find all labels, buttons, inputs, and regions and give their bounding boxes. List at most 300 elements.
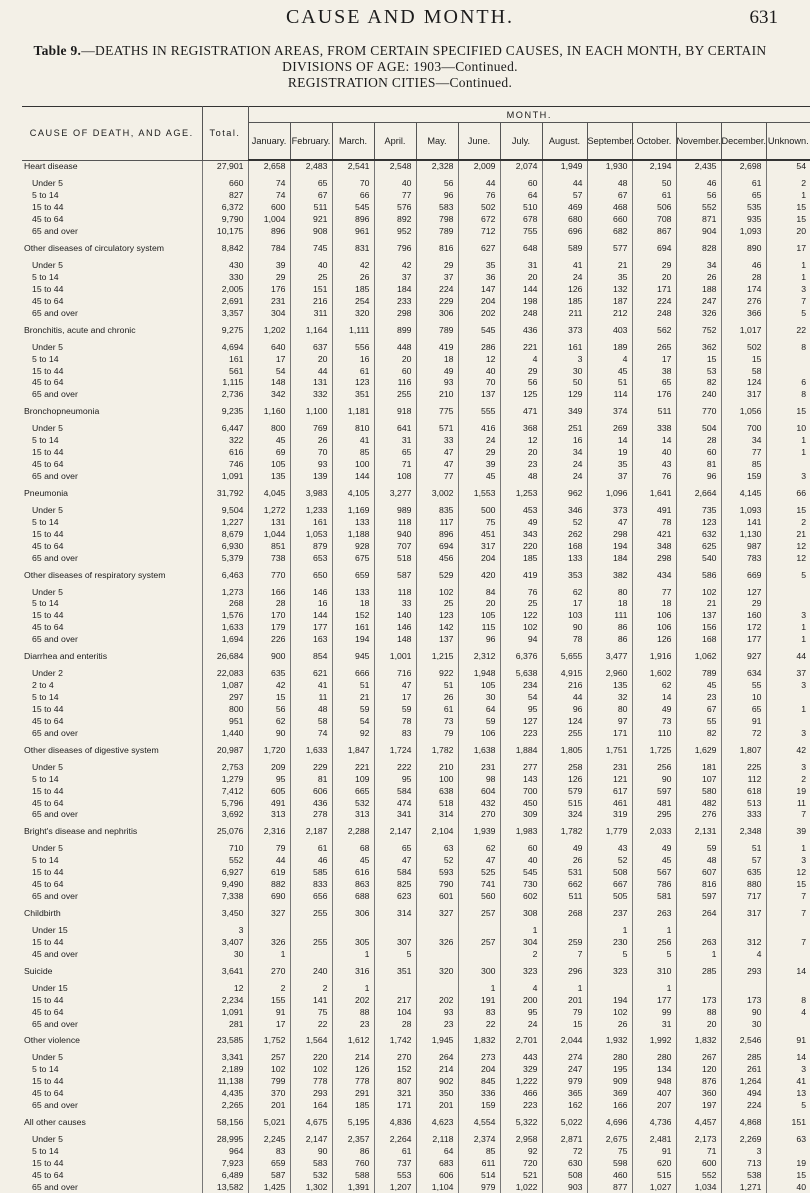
month-cell: [332, 925, 374, 937]
month-cell: 922: [416, 668, 458, 680]
age-row: [22, 1006, 810, 1018]
month-cell: 126: [542, 283, 587, 295]
age-row: [22, 634, 810, 646]
month-cell: 317: [721, 389, 766, 401]
month-cell: 5: [587, 948, 632, 960]
month-cell: 189: [587, 341, 632, 353]
row-label: Under 15: [32, 982, 68, 993]
month-cell: [721, 982, 766, 994]
month-cell: 374: [587, 406, 632, 418]
month-cell: 259: [542, 936, 587, 948]
month-cell: 366: [721, 307, 766, 319]
month-cell: 638: [416, 785, 458, 797]
month-cell: 74: [248, 178, 290, 190]
age-row: [22, 272, 810, 284]
month-cell: 510: [500, 202, 542, 214]
month-cell: 256: [632, 761, 676, 773]
month-cell: 177: [721, 634, 766, 646]
row-label: Under 15: [32, 924, 68, 935]
month-cell: [374, 925, 416, 937]
month-cell: 700: [500, 785, 542, 797]
month-cell: 1,104: [416, 1181, 458, 1193]
total-cell: 964: [202, 1146, 248, 1158]
month-cell: 77: [721, 447, 766, 459]
month-cell: 121: [587, 773, 632, 785]
month-cell: 1: [458, 982, 500, 994]
month-cell: 179: [248, 622, 290, 634]
month-cell: 39: [248, 260, 290, 272]
month-cell: 2: [290, 982, 332, 994]
month-cell: 223: [500, 1100, 542, 1112]
month-cell: 53: [676, 365, 721, 377]
month-cell: 4,868: [721, 1117, 766, 1129]
month-cell: 567: [632, 867, 676, 879]
month-cell: 93: [416, 1006, 458, 1018]
total-cell: 1,440: [202, 727, 248, 739]
month-cell: 659: [248, 1157, 290, 1169]
total-column-header: Total.: [202, 107, 248, 161]
row-label: 65 and over: [32, 226, 78, 237]
month-cell: 506: [632, 202, 676, 214]
month-cell: 79: [416, 727, 458, 739]
month-cell: 133: [542, 552, 587, 564]
month-cell: 15: [766, 1169, 810, 1181]
month-cell: 2,546: [721, 1035, 766, 1047]
month-cell: 342: [248, 389, 290, 401]
month-cell: 346: [542, 504, 587, 516]
month-cell: 82: [676, 377, 721, 389]
month-cell: 92: [500, 1146, 542, 1158]
month-cell: 77: [416, 471, 458, 483]
month-cell: [416, 948, 458, 960]
month-cell: 602: [500, 891, 542, 903]
month-cell: 5,022: [542, 1117, 587, 1129]
month-cell: 518: [374, 552, 416, 564]
month-cell: 348: [632, 540, 676, 552]
month-cell: 56: [248, 704, 290, 716]
month-cell: 102: [587, 1006, 632, 1018]
page-number: 631: [749, 7, 778, 28]
month-cell: 233: [374, 295, 416, 307]
month-cell: 44: [458, 178, 500, 190]
month-cell: 678: [500, 214, 542, 226]
month-cell: 129: [542, 389, 587, 401]
month-cell: 2,481: [632, 1134, 676, 1146]
month-cell: 752: [676, 324, 721, 336]
row-label: Bronchopneumonia: [24, 406, 100, 417]
month-cell: [766, 982, 810, 994]
month-cell: 77: [374, 190, 416, 202]
total-cell: 30: [202, 948, 248, 960]
total-cell: 3,641: [202, 965, 248, 977]
month-cell: 120: [676, 1064, 721, 1076]
month-cell: 15: [766, 406, 810, 418]
cause-row: [22, 1035, 810, 1047]
month-cell: 2,147: [290, 1134, 332, 1146]
cause-row: [22, 965, 810, 977]
month-cell: 882: [248, 879, 290, 891]
month-cell: 40: [500, 855, 542, 867]
age-row: [22, 891, 810, 903]
month-cell: 209: [248, 761, 290, 773]
month-cell: 56: [500, 377, 542, 389]
total-cell: 3: [202, 925, 248, 937]
month-cell: 134: [632, 1064, 676, 1076]
month-cell: 16: [332, 353, 374, 365]
month-cell: 55: [721, 680, 766, 692]
month-cell: 67: [676, 704, 721, 716]
month-cell: 78: [374, 715, 416, 727]
month-cell: 152: [332, 610, 374, 622]
month-cell: 1,302: [290, 1181, 332, 1193]
age-row: [22, 994, 810, 1006]
month-cell: 61: [721, 178, 766, 190]
month-cell: 14: [766, 1052, 810, 1064]
total-cell: 8,842: [202, 243, 248, 255]
month-cell: 23: [332, 1018, 374, 1030]
month-cell: 40: [374, 178, 416, 190]
month-cell: 896: [332, 214, 374, 226]
month-cell: 73: [632, 715, 676, 727]
month-cell: 571: [416, 423, 458, 435]
total-cell: 660: [202, 178, 248, 190]
month-cell: 79: [542, 1006, 587, 1018]
age-row: [22, 1052, 810, 1064]
month-cell: 2,173: [676, 1134, 721, 1146]
month-cell: 3,277: [374, 488, 416, 500]
month-cell: 989: [374, 504, 416, 516]
month-cell: 30: [458, 692, 500, 704]
month-cell: 2,348: [721, 826, 766, 838]
month-cell: 1,832: [676, 1035, 721, 1047]
month-cell: 432: [458, 797, 500, 809]
month-cell: 618: [721, 785, 766, 797]
month-cell: 3: [766, 471, 810, 483]
month-cell: 141: [721, 516, 766, 528]
row-label: 65 and over: [32, 389, 78, 400]
month-cell: 585: [290, 867, 332, 879]
month-cell: 257: [248, 1052, 290, 1064]
month-cell: 28: [721, 272, 766, 284]
row-label: 15 to 44: [32, 785, 64, 796]
month-cell: 1,724: [374, 744, 416, 756]
month-cell: 1,272: [248, 504, 290, 516]
month-cell: 133: [332, 516, 374, 528]
age-row: [22, 867, 810, 879]
month-cell: 1,847: [332, 744, 374, 756]
total-cell: 2,265: [202, 1100, 248, 1112]
month-cell: 2,118: [416, 1134, 458, 1146]
month-cell: 2: [766, 516, 810, 528]
month-cell: 434: [632, 569, 676, 581]
month-cell: 224: [632, 295, 676, 307]
month-cell: 41: [766, 1076, 810, 1088]
month-cell: 217: [374, 994, 416, 1006]
row-label: Pneumonia: [24, 487, 68, 498]
month-cell: 174: [721, 283, 766, 295]
month-cell: 851: [248, 540, 290, 552]
month-cell: 201: [542, 994, 587, 1006]
month-cell: 778: [290, 1076, 332, 1088]
month-header: November.: [676, 123, 721, 161]
month-cell: 99: [632, 1006, 676, 1018]
month-cell: 237: [587, 908, 632, 920]
month-cell: 90: [248, 727, 290, 739]
month-cell: 5,021: [248, 1117, 290, 1129]
month-cell: 351: [332, 389, 374, 401]
month-cell: 3: [542, 353, 587, 365]
month-cell: 102: [676, 586, 721, 598]
month-cell: 1,022: [500, 1181, 542, 1193]
month-cell: 634: [721, 668, 766, 680]
month-cell: 745: [290, 243, 332, 255]
month-cell: 940: [374, 528, 416, 540]
month-cell: 78: [542, 634, 587, 646]
age-row: [22, 435, 810, 447]
month-cell: 659: [332, 569, 374, 581]
month-cell: 1,807: [721, 744, 766, 756]
deaths-table: [22, 106, 810, 1193]
month-cell: 25: [290, 272, 332, 284]
month-cell: 448: [374, 341, 416, 353]
month-cell: 2,374: [458, 1134, 500, 1146]
month-cell: 867: [632, 226, 676, 238]
caption-title: —DEATHS IN REGISTRATION AREAS, FROM CERTAIN SPECIFIED CAUSES, IN EACH MONTH, BY CERTAIN: [81, 43, 767, 58]
month-cell: 21: [676, 598, 721, 610]
month-cell: 60: [500, 843, 542, 855]
month-cell: 88: [332, 1006, 374, 1018]
month-cell: 77: [632, 586, 676, 598]
month-cell: 640: [248, 341, 290, 353]
month-cell: 176: [632, 389, 676, 401]
month-cell: 952: [374, 226, 416, 238]
month-cell: 584: [374, 785, 416, 797]
month-cell: 20: [676, 1018, 721, 1030]
month-cell: 278: [290, 809, 332, 821]
month-cell: 5,655: [542, 651, 587, 663]
month-cell: 468: [587, 202, 632, 214]
cause-row: [22, 569, 810, 581]
month-cell: 909: [587, 1076, 632, 1088]
age-row: [22, 295, 810, 307]
row-label: 15 to 44: [32, 1157, 64, 1168]
month-cell: 562: [632, 324, 676, 336]
month-cell: 39: [458, 459, 500, 471]
month-cell: 42: [374, 260, 416, 272]
month-cell: 26: [332, 272, 374, 284]
month-cell: 538: [721, 1169, 766, 1181]
month-cell: 306: [332, 908, 374, 920]
cause-row: [22, 243, 810, 255]
month-cell: 195: [587, 1064, 632, 1076]
month-cell: 1: [500, 925, 542, 937]
month-cell: 88: [676, 1006, 721, 1018]
total-cell: 2,189: [202, 1064, 248, 1076]
month-cell: 104: [374, 1006, 416, 1018]
month-cell: 682: [587, 226, 632, 238]
month-cell: 326: [248, 936, 290, 948]
month-cell: 540: [676, 552, 721, 564]
month-cell: 41: [332, 435, 374, 447]
age-row: [22, 809, 810, 821]
month-cell: 26: [290, 435, 332, 447]
month-cell: 1,027: [632, 1181, 676, 1193]
month-cell: 597: [676, 891, 721, 903]
month-cell: 502: [458, 202, 500, 214]
month-cell: 61: [416, 704, 458, 716]
month-cell: 799: [248, 1076, 290, 1088]
month-cell: 4,675: [290, 1117, 332, 1129]
month-cell: 204: [458, 295, 500, 307]
month-cell: 713: [721, 1157, 766, 1169]
month-cell: 107: [676, 773, 721, 785]
month-cell: 39: [766, 826, 810, 838]
month-cell: 979: [458, 1181, 500, 1193]
month-cell: 310: [632, 965, 676, 977]
month-cell: 67: [290, 190, 332, 202]
month-cell: 1,053: [290, 528, 332, 540]
month-cell: 43: [632, 459, 676, 471]
month-cell: 124: [542, 715, 587, 727]
month-cell: 535: [721, 202, 766, 214]
month-cell: 1,093: [721, 226, 766, 238]
row-label: Bronchitis, acute and chronic: [24, 324, 136, 335]
month-cell: 8: [766, 389, 810, 401]
month-cell: 1,832: [458, 1035, 500, 1047]
month-cell: 95: [500, 704, 542, 716]
month-cell: 276: [676, 809, 721, 821]
month-cell: 3,983: [290, 488, 332, 500]
month-cell: 184: [374, 283, 416, 295]
month-cell: 451: [458, 528, 500, 540]
month-cell: 14: [632, 435, 676, 447]
month-cell: 171: [374, 1100, 416, 1112]
row-label: Under 5: [32, 586, 63, 597]
month-cell: 133: [332, 586, 374, 598]
month-cell: 2: [248, 982, 290, 994]
month-cell: 160: [721, 610, 766, 622]
month-cell: 141: [290, 994, 332, 1006]
month-cell: 525: [458, 867, 500, 879]
month-cell: 324: [542, 809, 587, 821]
running-title: CAUSE AND MONTH.: [285, 6, 515, 28]
month-cell: 97: [587, 715, 632, 727]
cause-row: [22, 826, 810, 838]
month-cell: 5: [374, 948, 416, 960]
month-cell: 1: [766, 447, 810, 459]
age-row: [22, 1157, 810, 1169]
row-label: 45 to 64: [32, 295, 64, 306]
month-cell: 118: [374, 516, 416, 528]
row-label: 15 to 44: [32, 610, 64, 621]
month-cell: 298: [632, 552, 676, 564]
month-cell: 48: [676, 855, 721, 867]
month-cell: 258: [542, 761, 587, 773]
age-row: [22, 761, 810, 773]
month-cell: 312: [721, 936, 766, 948]
month-cell: 349: [542, 406, 587, 418]
total-cell: 552: [202, 855, 248, 867]
month-cell: 948: [632, 1076, 676, 1088]
month-cell: 159: [458, 1100, 500, 1112]
month-cell: 1,805: [542, 744, 587, 756]
month-cell: 164: [290, 1100, 332, 1112]
month-cell: 1: [766, 634, 810, 646]
month-cell: 648: [500, 243, 542, 255]
month-cell: 103: [542, 610, 587, 622]
month-cell: 816: [416, 243, 458, 255]
month-cell: 15: [542, 1018, 587, 1030]
month-cell: 201: [416, 1100, 458, 1112]
month-cell: 879: [290, 540, 332, 552]
month-cell: 194: [332, 634, 374, 646]
month-cell: 151: [290, 283, 332, 295]
age-row: [22, 226, 810, 238]
month-cell: 29: [248, 272, 290, 284]
month-cell: 3: [766, 610, 810, 622]
month-cell: 46: [676, 178, 721, 190]
total-cell: 330: [202, 272, 248, 284]
month-cell: 184: [587, 552, 632, 564]
month-cell: 159: [721, 471, 766, 483]
month-cell: 783: [721, 552, 766, 564]
row-label: Bright's disease and nephritis: [24, 826, 138, 837]
month-cell: 1,111: [332, 324, 374, 336]
month-cell: 96: [416, 190, 458, 202]
month-cell: 93: [416, 377, 458, 389]
month-cell: 10: [721, 692, 766, 704]
month-cell: 168: [676, 634, 721, 646]
month-cell: 1,222: [500, 1076, 542, 1088]
month-cell: 4: [721, 948, 766, 960]
month-cell: 200: [500, 994, 542, 1006]
month-cell: 139: [290, 471, 332, 483]
month-cell: 43: [587, 843, 632, 855]
month-cell: 216: [290, 295, 332, 307]
month-cell: 680: [542, 214, 587, 226]
month-cell: 45: [458, 471, 500, 483]
month-cell: 700: [721, 423, 766, 435]
total-cell: 561: [202, 365, 248, 377]
month-cell: 600: [676, 1157, 721, 1169]
caption-line-1: [0, 43, 800, 59]
month-cell: 170: [248, 610, 290, 622]
month-cell: 327: [416, 908, 458, 920]
month-cell: 863: [332, 879, 374, 891]
month-cell: 20: [290, 353, 332, 365]
month-cell: 293: [290, 1088, 332, 1100]
month-cell: 37: [587, 471, 632, 483]
month-cell: 20: [500, 272, 542, 284]
month-cell: 58: [721, 365, 766, 377]
month-cell: 83: [248, 1146, 290, 1158]
month-cell: 3: [766, 680, 810, 692]
month-cell: 69: [248, 447, 290, 459]
month-cell: 35: [458, 260, 500, 272]
month-cell: 47: [416, 447, 458, 459]
cause-row: [22, 651, 810, 663]
month-cell: 420: [458, 569, 500, 581]
month-cell: 210: [416, 761, 458, 773]
month-cell: 19: [766, 785, 810, 797]
month-cell: 421: [632, 528, 676, 540]
age-row: [22, 447, 810, 459]
month-cell: 47: [374, 855, 416, 867]
table-body: [22, 160, 810, 1193]
total-cell: 1,227: [202, 516, 248, 528]
month-cell: 307: [374, 936, 416, 948]
age-row: [22, 680, 810, 692]
